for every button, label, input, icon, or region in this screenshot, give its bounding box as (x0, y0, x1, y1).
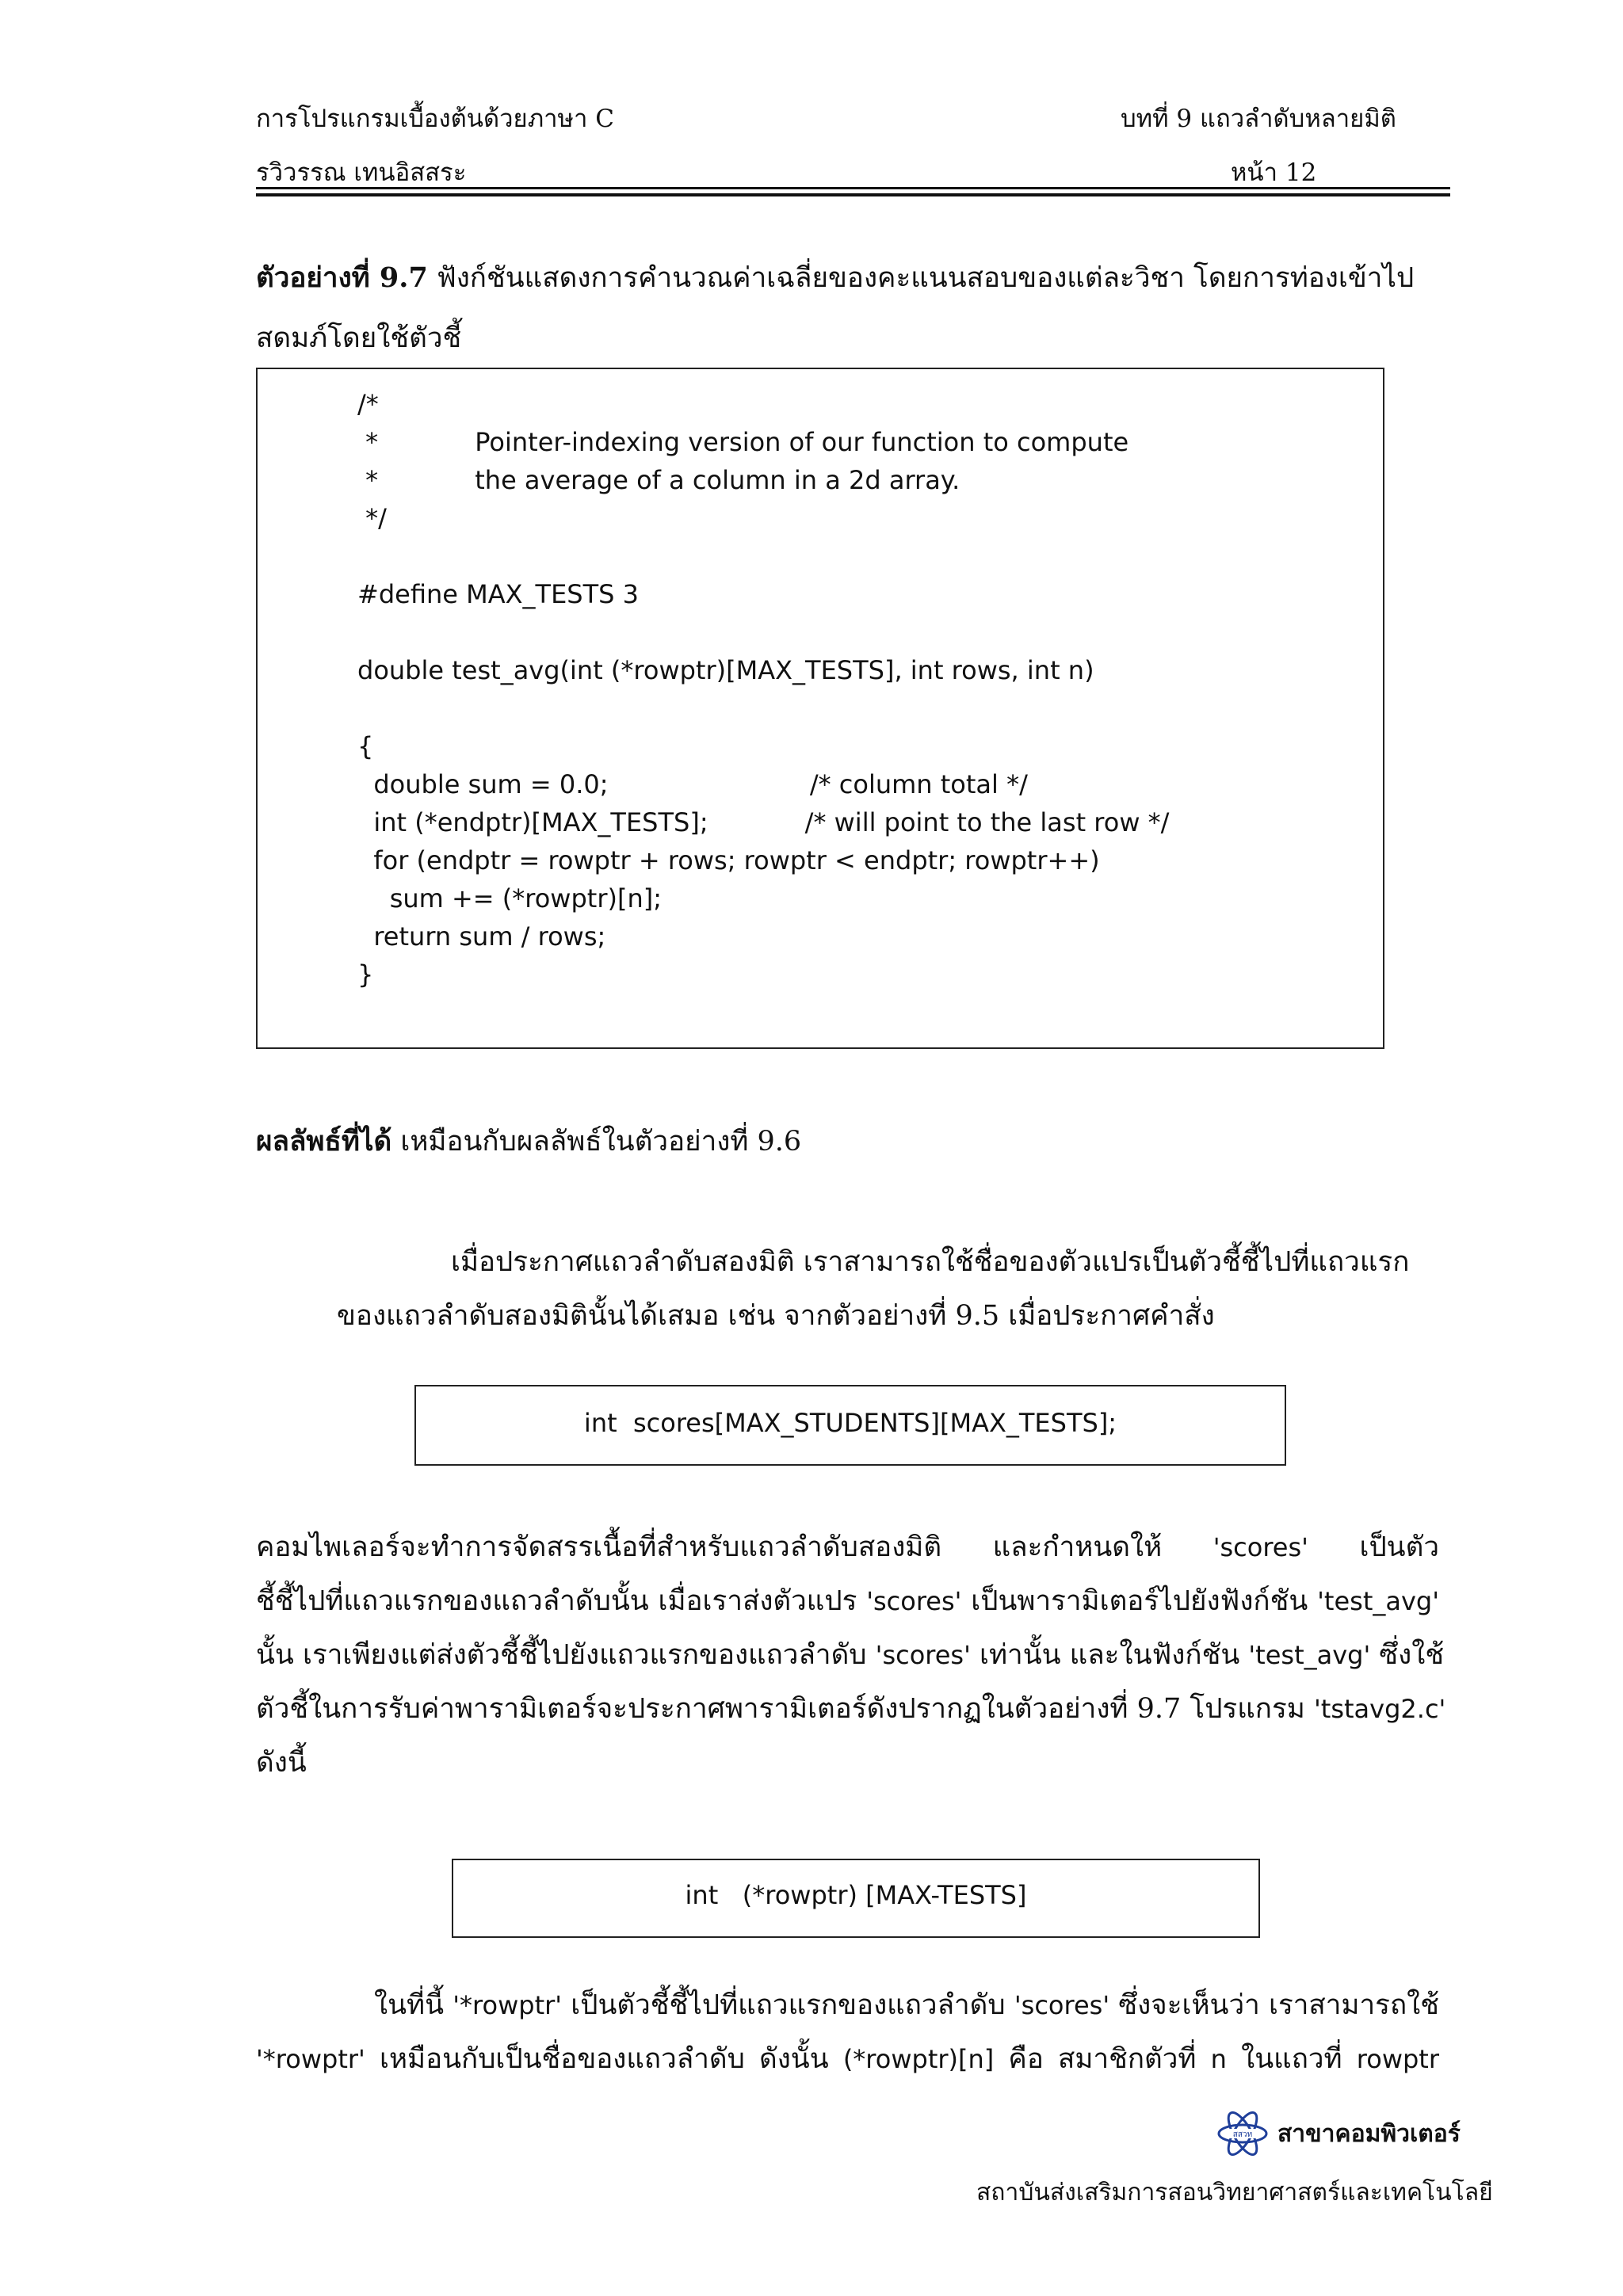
example-heading (256, 252, 1414, 304)
paragraph-2-line-5: ดังนี้ (256, 1747, 307, 1779)
code-line: */ (357, 503, 387, 533)
paragraph-2-line-4: ตัวชี้ในการรับค่าพารามิเตอร์จะประกาศพารามิเตอร์ดังปรากฏในตัวอย่างที่ 9.7 โปรแกรม 'tstavg2.c' (256, 1693, 1446, 1725)
code-declaration: int scores[MAX_STUDENTS][MAX_TESTS]; (583, 1408, 1117, 1438)
code-line: double sum = 0.0; /* column total */ (357, 769, 1028, 799)
logo-text: สสวท (1232, 2130, 1253, 2139)
code-line (357, 537, 1169, 575)
code-ref-scores: 'scores' (866, 1586, 962, 1616)
paragraph-1-line-1: เมื่อประกาศแถวลำดับสองมิติ เราสามารถใช้ชื่อของตัวแปรเป็นตัวชี้ชี้ไปที่แถวแรก (451, 1246, 1410, 1278)
code-line (357, 613, 1169, 651)
paragraph-2-line-3: นั้น เราเพียงแต่ส่งตัวชี้ชี้ไปยังแถวแรกของแถวลำดับ 'scores' เท่านั้น และในฟังก์ชัน 'test_avg' ซึ่งใช้ (256, 1639, 1445, 1671)
paragraph-2-line-1: คอมไพเลอร์จะทำการจัดสรรเนื้อที่สำหรับแถวลำดับสองมิติ และกำหนดให้ 'scores' เป็นตัว (256, 1531, 1439, 1563)
code-ref-scores: 'scores' (1212, 1532, 1308, 1562)
code-ref-test-avg: 'test_avg' (1248, 1640, 1371, 1670)
result-text: เหมือนกับผลลัพธ์ในตัวอย่างที่ 9.6 (391, 1126, 802, 1158)
paragraph-2-line-2: ชี้ชี้ไปที่แถวแรกของแถวลำดับนั้น เมื่อเราส่งตัวแปร 'scores' เป็นพารามิเตอร์ไปยังฟังก์ชัน 'test_avg' (256, 1585, 1440, 1617)
footer-institute: สถาบันส่งเสริมการสอนวิทยาศาสตร์และเทคโนโลยี (976, 2179, 1493, 2206)
code-block-declaration (414, 1385, 1286, 1466)
code-ref-scores: 'scores' (875, 1640, 971, 1670)
result-label: ผลลัพธ์ที่ได้ (256, 1125, 392, 1158)
author-name: รวิวรรณ เทนอิสสระ (256, 158, 467, 187)
chapter-title: บทที่ 9 แถวลำดับหลายมิติ (1121, 105, 1396, 133)
code-ref-rowptr-plain: rowptr (1356, 2044, 1439, 2074)
code-ref-rowptr: '*rowptr' (256, 2044, 365, 2074)
code-line: * the average of a column in a 2d array. (357, 465, 960, 495)
code-line: int (*endptr)[MAX_TESTS]; /* will point to the last row */ (357, 807, 1170, 837)
code-line (357, 689, 1169, 727)
code-line: { (357, 731, 374, 761)
code-ref-tstavg2: 'tstavg2.c' (1313, 1694, 1446, 1724)
code-line: /* (357, 389, 379, 419)
paragraph-1-line-2: ของแถวลำดับสองมิตินั้นได้เสมอ เช่น จากตัวอย่างที่ 9.5 เมื่อประกาศคำสั่ง (337, 1300, 1215, 1332)
code-line: return sum / rows; (357, 921, 606, 952)
book-title: การโปรแกรมเบื้องต้นด้วยภาษา C (256, 105, 614, 133)
code-line: } (357, 959, 374, 990)
footer-department: สาขาคอมพิวเตอร์ (1277, 2120, 1461, 2148)
code-listing (357, 385, 1169, 994)
code-ref-scores: 'scores' (1014, 1990, 1110, 2020)
header-rule-thick (256, 193, 1450, 196)
institute-logo (1216, 2107, 1269, 2160)
code-line: double test_avg(int (*rowptr)[MAX_TESTS], int rows, int n) (357, 655, 1094, 685)
paragraph-3-line-1: ในที่นี้ '*rowptr' เป็นตัวชี้ชี้ไปที่แถวแรกของแถวลำดับ 'scores' ซึ่งจะเห็นว่า เราสามารถใช้ (374, 1989, 1439, 2021)
code-line: sum += (*rowptr)[n]; (357, 883, 662, 913)
code-block-main (256, 368, 1384, 1049)
code-ref-element: (*rowptr)[n] (842, 2044, 995, 2074)
example-description-cont: สดมภ์โดยใช้ตัวชี้ (256, 322, 462, 354)
code-ref-test-avg: 'test_avg' (1317, 1586, 1440, 1616)
atom-logo-icon (1216, 2107, 1269, 2160)
page-number: หน้า 12 (1231, 158, 1317, 187)
code-line: for (endptr = rowptr + rows; rowptr < endptr; rowptr++) (357, 845, 1100, 875)
header-rule-thin (256, 187, 1450, 189)
example-label: ตัวอย่างที่ 9.7 (256, 261, 428, 294)
example-description: ฟังก์ชันแสดงการคำนวณค่าเฉลี่ยของคะแนนสอบของแต่ละวิชา โดยการท่องเข้าไป (427, 262, 1415, 294)
code-ref-rowptr: '*rowptr' (453, 1990, 563, 2020)
code-line: * Pointer-indexing version of our function to compute (357, 427, 1129, 457)
result-line (256, 1116, 801, 1168)
code-block-rowptr (452, 1859, 1260, 1938)
code-ref-n: n (1210, 2044, 1227, 2074)
code-line: #define MAX_TESTS 3 (357, 579, 639, 609)
paragraph-3-line-2: '*rowptr' เหมือนกับเป็นชื่อของแถวลำดับ ดังนั้น (*rowptr)[n] คือ สมาชิกตัวที่ n ในแถวที่ rowptr (256, 2043, 1439, 2075)
code-rowptr: int (*rowptr) [MAX-TESTS] (685, 1880, 1027, 1910)
